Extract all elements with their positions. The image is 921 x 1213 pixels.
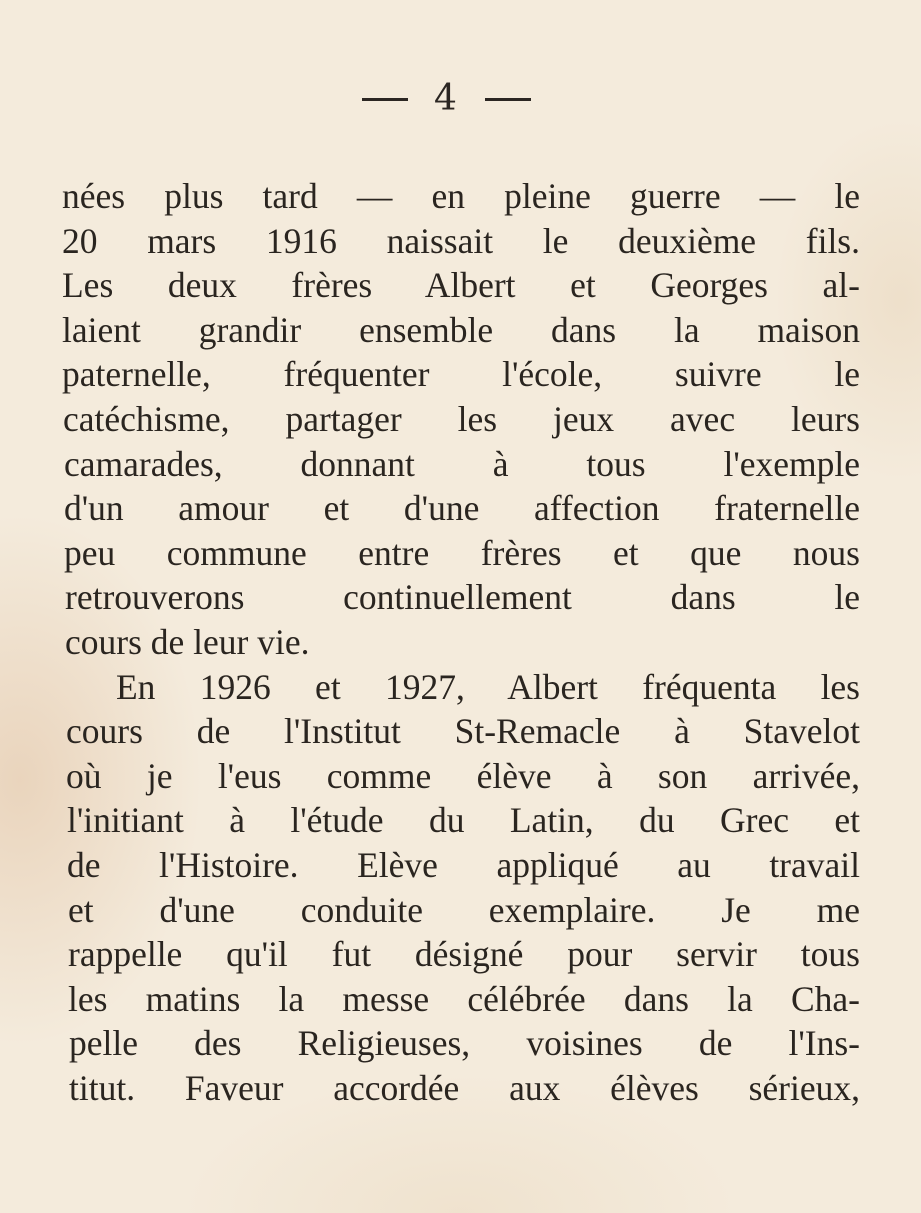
page-number-header <box>0 78 893 119</box>
right-dash <box>485 98 531 101</box>
left-dash <box>362 98 408 101</box>
text-line-2: 20 mars 1916 naissait le deuxième fils. <box>62 220 860 261</box>
text-line-4: laient grandir ensemble dans la maison <box>62 309 860 350</box>
text-line-18: rappelle qu'il fut désigné pour servir tous <box>68 934 860 975</box>
text-line-10: retrouverons continuellement dans le <box>65 577 860 618</box>
text-line-16: de l'Histoire. Elève appliqué au travail <box>67 844 860 885</box>
text-line-15: l'initiant à l'étude du Latin, du Grec et <box>67 800 860 841</box>
text-line-6: catéchisme, partager les jeux avec leurs <box>63 398 860 439</box>
text-line-7: camarades, donnant à tous l'exemple <box>64 443 860 484</box>
text-line-3: Les deux frères Albert et Georges al- <box>62 265 860 306</box>
text-line-20: pelle des Religieuses, voisines de l'Ins- <box>69 1023 860 1064</box>
body-text <box>62 174 860 1110</box>
text-line-8: d'un amour et d'une affection fraternelle <box>64 488 860 529</box>
text-line-1: nées plus tard — en pleine guerre — le <box>62 176 860 216</box>
text-line-11: cours de leur vie. <box>65 621 310 662</box>
page-number: 4 <box>434 78 459 119</box>
text-line-13: cours de l'Institut St-Remacle à Stavelot <box>66 711 860 752</box>
text-line-14: où je l'eus comme élève à son arrivée, <box>66 755 860 796</box>
text-line-21: titut. Faveur accordée aux élèves sérieux, <box>69 1067 860 1108</box>
text-line-9: peu commune entre frères et que nous <box>64 532 860 573</box>
text-line-17: et d'une conduite exemplaire. Je me <box>68 889 860 930</box>
text-line-5: paternelle, fréquenter l'école, suivre le <box>62 354 860 395</box>
text-line-12: En 1926 et 1927, Albert fréquenta les <box>116 666 860 707</box>
text-line-19: les matins la messe célébrée dans la Cha- <box>68 978 860 1019</box>
